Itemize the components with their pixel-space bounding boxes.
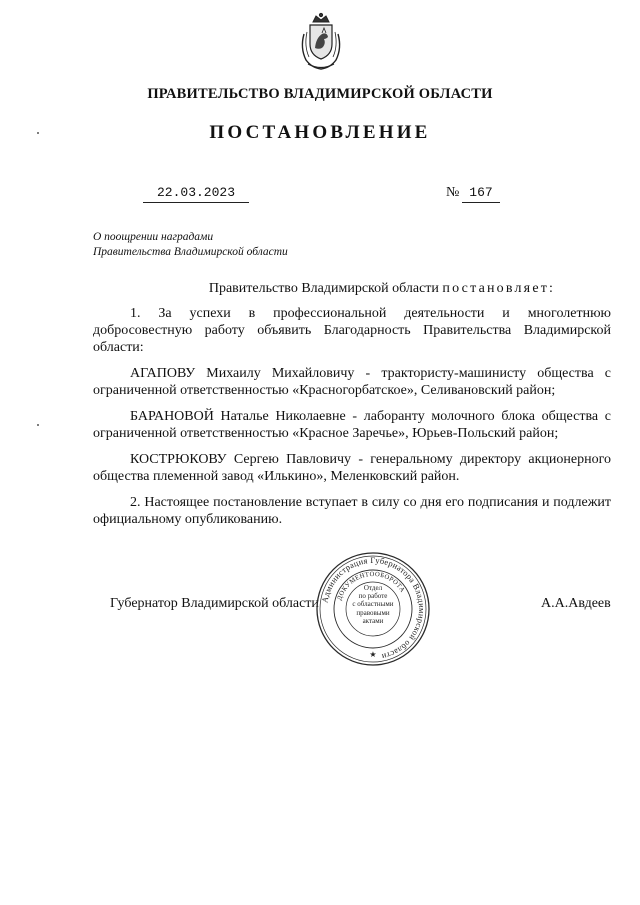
document-number: 167 — [462, 185, 500, 203]
paragraph-2: 2. Настоящее постановление вступает в силу со дня его подписания и подлежит официальному опубликованию. — [93, 495, 611, 527]
subject-line: Правительства Владимирской области — [93, 246, 288, 258]
decree-intro — [93, 280, 611, 297]
signatory-name: А.А.Авдеев — [541, 596, 611, 611]
number-sign: № — [446, 185, 460, 200]
stamp-line: с областными — [352, 600, 394, 609]
decree-word: постановляет: — [442, 281, 556, 296]
recipient-baranova: БАРАНОВОЙ Наталье Николаевне - лаборанту молочного блока общества с ограниченной ответственностью «Красное Заречье», Юрьев-Польский район; — [93, 409, 611, 441]
scan-speck — [37, 424, 39, 426]
subject-line: О поощрении наградами — [93, 231, 214, 243]
decree-intro-subject: Правительство Владимирской области — [208, 281, 439, 296]
signatory-position: Губернатор Владимирской области — [110, 596, 319, 611]
coat-of-arms-emblem — [296, 12, 346, 72]
stamp-inner-text: ДОКУМЕНТООБОРОТА — [336, 570, 406, 602]
stamp-line: правовыми — [356, 608, 390, 617]
recipient-kostryukov: КОСТРЮКОВУ Сергею Павловичу - генеральному директору акционерного общества племенной завод «Илькино», Меленковский район. — [93, 452, 611, 484]
recipient-agapov: АГАПОВУ Михаилу Михайловичу - трактористу-машинисту общества с ограниченной ответственностью «Красногорбатское», Селивановский район; — [93, 366, 611, 398]
stamp-line: Отдел — [363, 584, 383, 592]
document-body — [93, 280, 611, 528]
paragraph-1: 1. За успехи в профессиональной деятельности и многолетнюю добросовестную работу объявить Благодарность Правительства Владимирской области: — [93, 306, 611, 355]
document-subject — [93, 230, 288, 260]
stamp-center-text — [336, 584, 410, 625]
scan-speck — [37, 132, 39, 134]
stamp-line: актами — [362, 616, 384, 625]
stamp-line: по работе — [358, 592, 388, 601]
stamp-outer-text: Администрация Губернатора Владимирской области — [320, 555, 427, 662]
government-title: ПРАВИТЕЛЬСТВО ВЛАДИМИРСКОЙ ОБЛАСТИ — [147, 86, 493, 102]
svg-text:★: ★ — [369, 650, 377, 659]
document-date: 22.03.2023 — [143, 185, 249, 203]
document-type-title: ПОСТАНОВЛЕНИЕ — [209, 122, 431, 143]
